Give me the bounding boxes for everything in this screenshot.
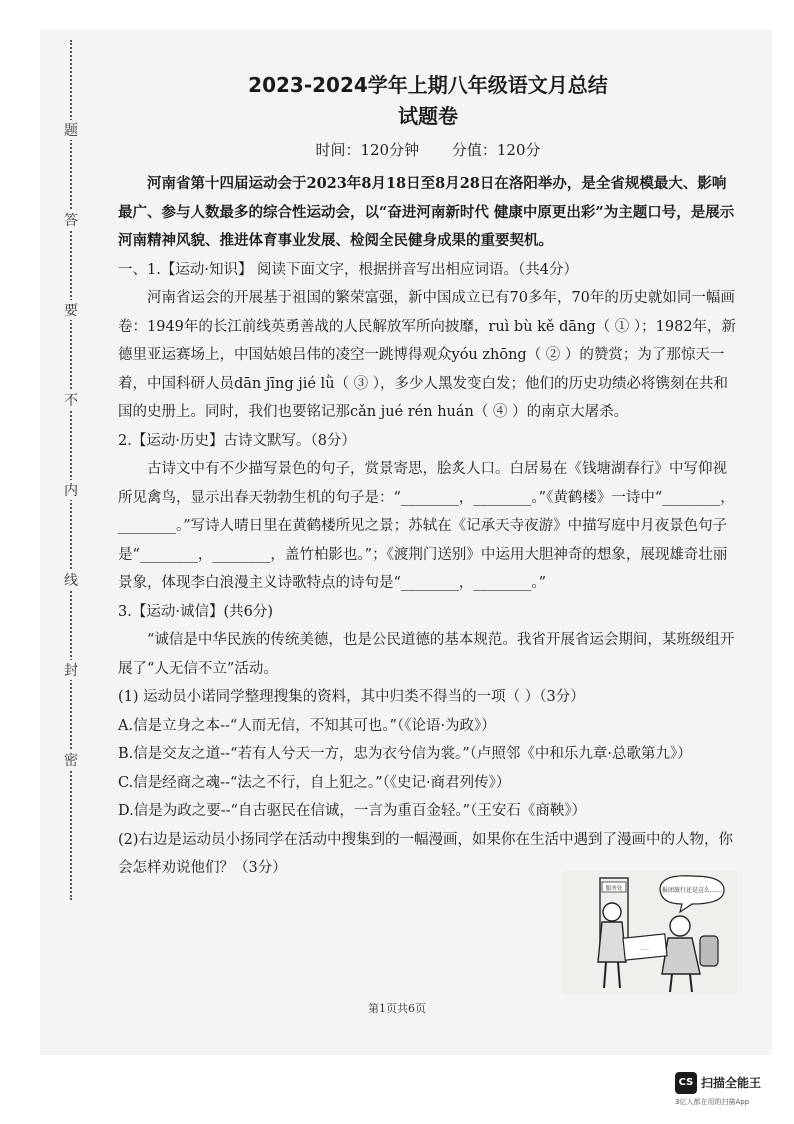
binding-label: 答 bbox=[60, 210, 82, 230]
exam-title: 2023-2024学年上期八年级语文月总结 bbox=[248, 73, 608, 97]
scanner-app-name: 扫描全能王 bbox=[701, 1076, 762, 1090]
binding-labels bbox=[60, 120, 82, 820]
binding-label: 要 bbox=[60, 300, 82, 320]
question-3-sub2: (2)右边是运动员小扬同学在活动中搜集到的一幅漫画，如果你在生活中遇到了漫画中的人物，你会怎样劝说他们？（3分） bbox=[118, 831, 734, 876]
option-b: B.信是交友之道--“若有人兮天一方，忠为衣兮信为裳。”（卢照邻《中和乐九章·总歌第九》） bbox=[118, 746, 692, 762]
binding-label: 不 bbox=[60, 390, 82, 410]
comic-speech-bubble: 报团旅行还是这么…… bbox=[661, 887, 723, 894]
scanner-tagline: 3亿人都在用的扫描App bbox=[675, 1098, 750, 1106]
exam-score: 分值：120分 bbox=[451, 141, 541, 159]
option-c: C.信是经商之魂--“法之不行，自上犯之。”（《史记·商君列传》） bbox=[118, 774, 511, 791]
camscanner-logo-icon: CS bbox=[675, 1072, 697, 1094]
question-3-body: “诚信是中华民族的传统美德，也是公民道德的基本规范。我省开展省运会期间，某班级组开展了“人无信不立”活动。 bbox=[118, 632, 735, 677]
binding-label: 内 bbox=[60, 480, 82, 500]
exam-subtitle: 试题卷 bbox=[398, 104, 458, 128]
question-2-header: 2.【运动·历史】古诗文默写。（8分） bbox=[118, 432, 356, 449]
exam-content bbox=[118, 70, 738, 883]
binding-label: 线 bbox=[60, 570, 82, 590]
exam-meta bbox=[118, 136, 738, 164]
exam-time: 时间：120分钟 bbox=[315, 141, 420, 159]
question-2-body: 古诗文中有不少描写景色的句子，赏景寄思，脍炙人口。白居易在《钱塘湖春行》中写仰视所见禽鸟，显示出春天勃勃生机的句子是：“________，________。”《黄鹤楼》一诗中“________，________。”写诗人晴日里在黄鹤楼所见之景；苏轼在《记承天寺夜游》中描写庭中月夜景色句子是“________，________，盖竹柏影也。”；《渡荆门送别》中运用大胆神奇的想象，展现雄奇壮丽景象，体现李白浪漫主义诗歌特点的诗句是“________，________。” bbox=[118, 461, 735, 591]
option-a: A.信是立身之本--“人而无信，不知其可也。”（《论语·为政》） bbox=[118, 717, 496, 734]
comic-card-text: …… bbox=[640, 946, 650, 952]
cartoon-illustration bbox=[562, 870, 737, 995]
option-d: D.信是为政之要--“自古驱民在信诚，一言为重百金轻。”（王安石《商鞅》） bbox=[118, 803, 587, 819]
comic-sign-text: 服务处 bbox=[605, 886, 623, 892]
question-3-sub1: (1) 运动员小诺同学整理搜集的资料，其中归类不得当的一项（ ）（3分） bbox=[118, 689, 585, 705]
scanner-watermark bbox=[675, 1072, 775, 1112]
binding-label: 封 bbox=[60, 660, 82, 680]
binding-label: 密 bbox=[60, 750, 82, 770]
question-1-header: 一、1.【运动·知识】 阅读下面文字，根据拼音写出相应词语。（共4分） bbox=[118, 261, 579, 278]
page-footer: 第1页共6页 bbox=[368, 1002, 426, 1015]
binding-label: 题 bbox=[60, 120, 82, 140]
question-1-body: 河南省运会的开展基于祖国的繁荣富强，新中国成立已有70多年，70年的历史就如同一幅画卷：1949年的长江前线英勇善战的人民解放军所向披靡，ruì bù kě dāng（ ① ）；1982年，新德里亚运赛场上，中国姑娘吕伟的凌空一跳博得观众yóu zhōng（ ② ）的赞赏；为了那惊天一着，中国科研人员dān jīng jié lǜ（ ③ ），多少人黑发变白发；他们的历史功绩必将镌刻在共和国的史册上。同时，我们也要铭记那cǎn jué rén huán（ ④ ）的南京大屠杀。 bbox=[118, 290, 737, 420]
intro-paragraph: 河南省第十四届运动会于2023年8月18日至8月28日在洛阳举办，是全省规模最大、影响最广、参与人数最多的综合性运动会，以“奋进河南新时代 健康中原更出彩”为主题口号，是展示河南精神风貌、推进体育事业发展、检阅全民健身成果的重要契机。 bbox=[118, 175, 735, 249]
question-3-header: 3.【运动·诚信】(共6分) bbox=[118, 603, 273, 620]
